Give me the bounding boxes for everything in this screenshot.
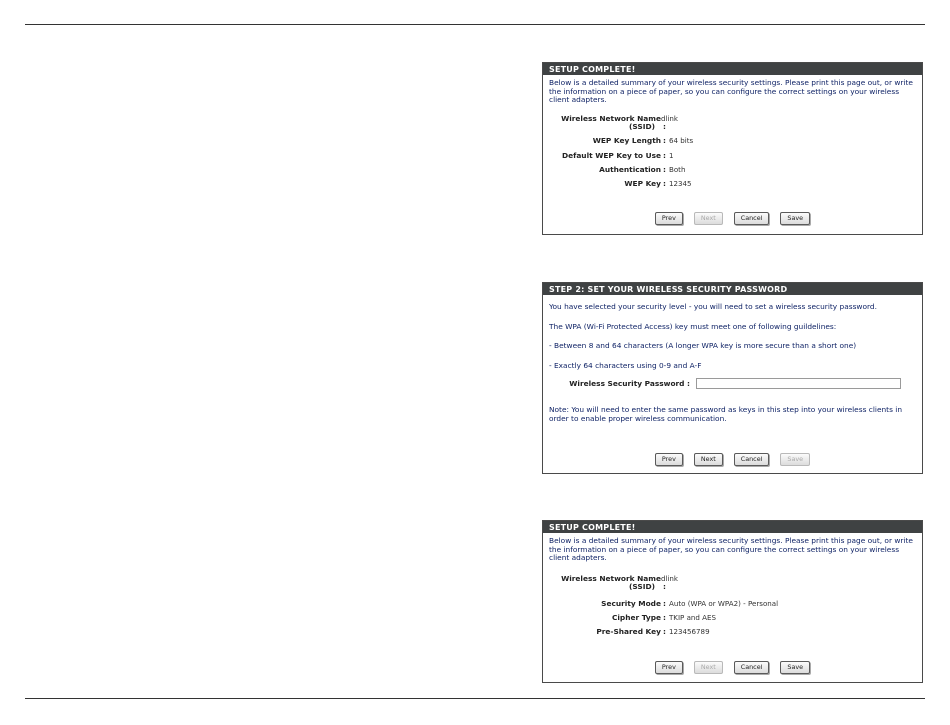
set-wireless-password-panel xyxy=(542,282,923,474)
security-mode-row: Security Mode : Auto (WPA or WPA2) - Personal xyxy=(549,600,916,609)
ssid-label: Wireless Network Name xyxy=(561,113,661,123)
pre-shared-key-value: 123456789 xyxy=(668,627,710,637)
wep-key-label: WEP Key xyxy=(624,178,661,188)
ssid-row xyxy=(549,115,916,132)
settings-summary xyxy=(549,575,916,637)
wireless-security-password-input[interactable] xyxy=(696,378,901,389)
panel-title: SETUP COMPLETE! xyxy=(543,63,922,75)
guideline-hex: - Exactly 64 characters using 0-9 and A-F xyxy=(549,360,702,370)
bottom-rule xyxy=(25,698,925,699)
panel-title: SETUP COMPLETE! xyxy=(543,521,922,533)
cipher-type-row: Cipher Type : TKIP and AES xyxy=(549,614,916,623)
save-button[interactable]: Save xyxy=(780,661,810,674)
prev-button[interactable]: Prev xyxy=(655,661,683,674)
note-text: Note: You will need to enter the same password as keys in this step into your wireless clients in order to enable proper wireless communication. xyxy=(549,405,903,423)
save-button: Save xyxy=(780,453,810,466)
authentication-label: Authentication xyxy=(599,164,661,174)
cancel-button[interactable]: Cancel xyxy=(734,212,770,225)
next-button[interactable]: Next xyxy=(694,453,723,466)
default-wep-key-label: Default WEP Key to Use xyxy=(561,150,661,160)
ssid-label-sub: (SSID) xyxy=(629,122,655,132)
save-button[interactable]: Save xyxy=(780,212,810,225)
ssid-value: dlink xyxy=(660,573,679,583)
security-mode-label: Security Mode xyxy=(601,598,661,608)
button-bar xyxy=(543,661,922,674)
authentication-value: Both xyxy=(668,164,686,174)
wep-key-value: 12345 xyxy=(668,178,692,188)
cancel-button[interactable]: Cancel xyxy=(734,453,770,466)
cipher-type-value: TKIP and AES xyxy=(668,613,717,623)
setup-complete-wep-panel xyxy=(542,62,923,235)
guideline-length: - Between 8 and 64 characters (A longer WPA key is more secure than a short one) xyxy=(549,341,857,351)
pre-shared-key-label: Pre-Shared Key xyxy=(596,627,661,637)
password-label: Wireless Security Password : xyxy=(569,378,690,388)
authentication-row: Authentication : Both xyxy=(549,166,916,175)
panel-title: STEP 2: SET YOUR WIRELESS SECURITY PASSWORD xyxy=(543,283,922,295)
default-wep-key-row: Default WEP Key to Use : 1 xyxy=(549,152,916,161)
wep-key-length-value: 64 bits xyxy=(668,136,694,146)
security-level-text: You have selected your security level - you will need to set a wireless security password. xyxy=(549,302,877,311)
ssid-row xyxy=(549,575,916,592)
wpa-guidelines-text: The WPA (Wi-Fi Protected Access) key must meet one of following guildelines: xyxy=(549,321,837,331)
ssid-value: dlink xyxy=(660,113,679,123)
button-bar xyxy=(543,212,922,225)
default-wep-key-value: 1 xyxy=(668,150,674,160)
summary-intro: Below is a detailed summary of your wireless security settings. Please print this page out, or write the information on a piece of paper, so you can configure the correct settings on your wireless client adapters. xyxy=(549,536,913,563)
security-mode-value: Auto (WPA or WPA2) - Personal xyxy=(668,598,779,608)
ssid-label: Wireless Network Name xyxy=(561,573,661,583)
settings-summary xyxy=(549,115,916,189)
top-rule xyxy=(25,24,925,25)
cipher-type-label: Cipher Type xyxy=(611,613,661,623)
prev-button[interactable]: Prev xyxy=(655,212,683,225)
next-button: Next xyxy=(694,661,723,674)
summary-intro: Below is a detailed summary of your wireless security settings. Please print this page out, or write the information on a piece of paper, so you can configure the correct settings on your wireless client adapters. xyxy=(549,78,913,105)
wep-key-row: WEP Key : 12345 xyxy=(549,180,916,189)
wep-key-length-row: WEP Key Length : 64 bits xyxy=(549,137,916,146)
prev-button[interactable]: Prev xyxy=(655,453,683,466)
separator: : xyxy=(663,121,666,131)
button-bar xyxy=(543,453,922,466)
password-row xyxy=(549,378,916,389)
pre-shared-key-row: Pre-Shared Key : 123456789 xyxy=(549,628,916,637)
separator: : xyxy=(663,581,666,591)
wep-key-length-label: WEP Key Length xyxy=(592,136,661,146)
next-button: Next xyxy=(694,212,723,225)
setup-complete-wpa-panel xyxy=(542,520,923,683)
cancel-button[interactable]: Cancel xyxy=(734,661,770,674)
ssid-label-sub: (SSID) xyxy=(629,582,655,592)
